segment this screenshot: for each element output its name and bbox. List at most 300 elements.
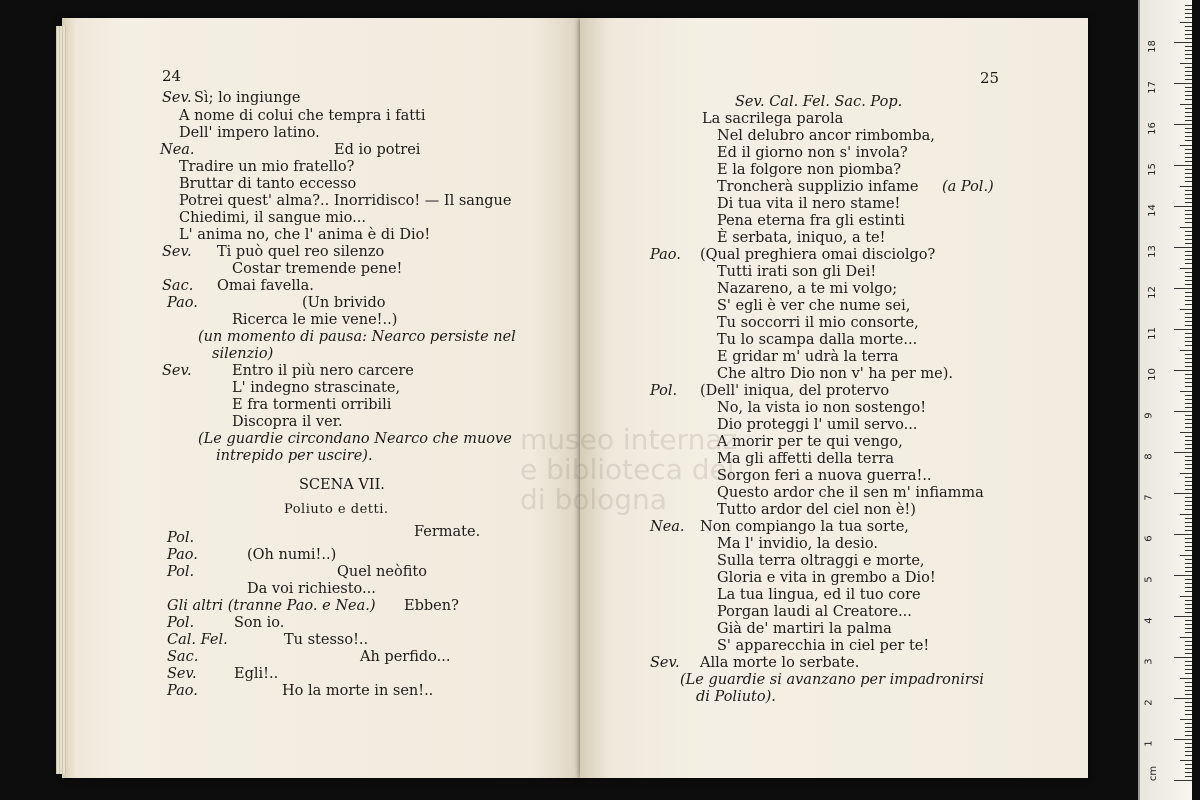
ruler-tick [1185, 296, 1192, 297]
ruler-tick [1185, 436, 1192, 437]
ruler-tick [1185, 772, 1192, 773]
ruler-tick [1180, 760, 1192, 761]
ruler-tick [1185, 464, 1192, 465]
speaker-label: Sev. [650, 655, 680, 671]
ruler-tick [1185, 620, 1192, 621]
ruler-number: 12 [1146, 286, 1158, 299]
ruler-tick [1185, 235, 1192, 236]
ruler-tick [1185, 333, 1192, 334]
ruler-tick [1185, 764, 1192, 765]
ruler-tick [1185, 743, 1192, 744]
speaker-label: Nea. [650, 519, 685, 535]
verse-line: Pena eterna fra gli estinti [717, 213, 905, 229]
verse-line: Troncherà supplizio infame [717, 179, 919, 195]
ruler-number: 9 [1143, 412, 1155, 419]
ruler-tick [1185, 140, 1192, 141]
ruler-tick [1174, 83, 1192, 84]
ruler-tick [1185, 38, 1192, 39]
ruler-tick [1180, 104, 1192, 105]
ruler-tick [1174, 739, 1192, 740]
ruler-tick [1185, 341, 1192, 342]
ruler-tick [1185, 198, 1192, 199]
ruler-tick [1185, 563, 1192, 564]
ruler-tick [1185, 50, 1192, 51]
verse-line: Nel delubro ancor rimbomba, [717, 128, 935, 144]
ruler-tick [1185, 358, 1192, 359]
ruler-tick [1180, 227, 1192, 228]
ruler-tick [1174, 124, 1192, 125]
ruler-tick [1180, 22, 1192, 23]
ruler-tick [1185, 632, 1192, 633]
ruler-tick [1174, 575, 1192, 576]
ruler-tick [1185, 54, 1192, 55]
ruler-tick [1174, 165, 1192, 166]
verse-line: S' egli è ver che nume sei, [717, 298, 911, 314]
ruler-number: 6 [1143, 535, 1155, 542]
ruler-tick [1185, 366, 1192, 367]
ruler-tick [1185, 177, 1192, 178]
watermark-line: museo internaz [520, 423, 738, 456]
ruler-tick [1185, 259, 1192, 260]
ruler-tick [1185, 149, 1192, 150]
ruler-tick [1185, 579, 1192, 580]
ruler-tick [1185, 591, 1192, 592]
ruler-tick [1185, 153, 1192, 154]
ruler-tick [1185, 132, 1192, 133]
ruler-tick [1174, 780, 1192, 781]
ruler-tick [1185, 456, 1192, 457]
verse-line: Entro il più nero carcere [232, 363, 414, 379]
ruler-tick [1185, 624, 1192, 625]
ruler-tick [1185, 202, 1192, 203]
stage-direction: (un momento di pausa: Nearco persiste nel [198, 329, 516, 345]
verse-line: Che altro Dio non v' ha per me). [717, 366, 954, 382]
ruler-tick [1185, 292, 1192, 293]
verse-line: Costar tremende pene! [232, 261, 403, 277]
ruler-tick [1185, 378, 1192, 379]
verse-line: Sulla terra oltraggi e morte, [717, 553, 925, 569]
verse-line: Sì; lo ingiunge [194, 90, 301, 106]
ruler-tick [1185, 755, 1192, 756]
verse-line: (Qual preghiera omai disciolgo? [700, 247, 936, 263]
ruler-tick [1185, 173, 1192, 174]
stage-direction: (Le guardie si avanzano per impadronirsi [680, 672, 984, 688]
speaker-label: Sev. [167, 666, 197, 682]
ruler-tick [1174, 411, 1192, 412]
verse-line: Son io. [234, 615, 285, 631]
ruler-tick [1185, 325, 1192, 326]
verse-line: Ebben? [404, 598, 459, 614]
ruler-tick [1185, 694, 1192, 695]
ruler-tick [1185, 112, 1192, 113]
ruler-tick [1180, 186, 1192, 187]
ruler-tick [1185, 415, 1192, 416]
ruler-tick [1174, 616, 1192, 617]
stage-direction: intrepido per uscire). [216, 448, 373, 464]
ruler-number: 15 [1146, 163, 1158, 176]
verse-line: A morir per te qui vengo, [717, 434, 903, 450]
ruler-tick [1185, 284, 1192, 285]
ruler-tick [1180, 391, 1192, 392]
verse-line: Tu stesso!.. [284, 632, 369, 648]
ruler-tick [1185, 723, 1192, 724]
verse-line: No, la vista io non sostengo! [717, 400, 927, 416]
ruler-tick [1185, 645, 1192, 646]
verse-line: Dio proteggi l' umil servo... [717, 417, 918, 433]
speaker-label: Pol. [650, 383, 678, 399]
speaker-label: Pol. [167, 564, 195, 580]
ruler-tick [1174, 493, 1192, 494]
speaker-label: Sac. [162, 278, 194, 294]
verse-line: (Un brivido [302, 295, 386, 311]
chorus-heading: Sev. Cal. Fel. Sac. Pop. [735, 94, 903, 110]
ruler-tick [1185, 481, 1192, 482]
ruler-tick [1185, 407, 1192, 408]
ruler-tick [1185, 239, 1192, 240]
ruler-tick [1185, 67, 1192, 68]
ruler-tick [1185, 661, 1192, 662]
verse-line: Tradire un mio fratello? [179, 159, 355, 175]
ruler-tick [1180, 596, 1192, 597]
stage-aside: (a Pol.) [942, 179, 994, 195]
verse-line: Tutto ardor del ciel non è!) [717, 502, 916, 518]
ruler-tick [1185, 714, 1192, 715]
ruler-tick [1185, 427, 1192, 428]
ruler-tick [1174, 657, 1192, 658]
ruler-tick [1185, 374, 1192, 375]
ruler-tick [1185, 751, 1192, 752]
verse-line: S' apparecchia in ciel per te! [717, 638, 930, 654]
ruler-tick [1180, 63, 1192, 64]
ruler-tick [1185, 91, 1192, 92]
ruler-tick [1185, 17, 1192, 18]
speaker-label: Pao. [167, 683, 198, 699]
ruler-tick [1185, 276, 1192, 277]
ruler-tick [1185, 448, 1192, 449]
ruler-tick [1185, 423, 1192, 424]
ruler-number: 16 [1146, 122, 1158, 135]
verse-line: Fermate. [414, 524, 481, 540]
ruler-tick [1185, 128, 1192, 129]
ruler-tick [1185, 702, 1192, 703]
ruler-tick [1185, 251, 1192, 252]
speaker-label: Sac. [167, 649, 199, 665]
ruler-tick [1180, 145, 1192, 146]
ruler-number: 13 [1146, 245, 1158, 258]
ruler-tick [1185, 444, 1192, 445]
left-page-number: 24 [162, 67, 182, 85]
ruler-tick [1180, 637, 1192, 638]
ruler-tick [1185, 440, 1192, 441]
verse-line: La sacrilega parola [702, 111, 844, 127]
ruler-tick [1185, 485, 1192, 486]
ruler-tick [1185, 641, 1192, 642]
verse-line: Gloria e vita in grembo a Dio! [717, 570, 936, 586]
ruler-tick [1180, 350, 1192, 351]
ruler-number: 14 [1146, 204, 1158, 217]
verse-line: Nazareno, a te mi volgo; [717, 281, 898, 297]
ruler-tick [1185, 509, 1192, 510]
ruler-tick [1185, 690, 1192, 691]
ruler-tick [1185, 354, 1192, 355]
verse-line: Ti può quel reo silenzo [217, 244, 385, 260]
watermark-line: di bologna [520, 483, 667, 516]
verse-line: Tutti irati son gli Dei! [717, 264, 877, 280]
ruler-tick [1185, 559, 1192, 560]
ruler-tick [1174, 698, 1192, 699]
ruler-tick [1185, 403, 1192, 404]
verse-line: La tua lingua, ed il tuo core [717, 587, 921, 603]
ruler-number: 7 [1143, 494, 1155, 501]
ruler-tick [1185, 682, 1192, 683]
ruler-tick [1185, 567, 1192, 568]
ruler-tick [1185, 136, 1192, 137]
page-edges [56, 26, 66, 774]
ruler-tick [1185, 460, 1192, 461]
verse-line: Chiedimi, il sangue mio... [179, 210, 366, 226]
ruler-tick [1185, 587, 1192, 588]
ruler-tick [1185, 263, 1192, 264]
verse-line: Quel neòfito [337, 564, 427, 580]
ruler-tick [1180, 555, 1192, 556]
ruler-tick [1185, 304, 1192, 305]
ruler-tick [1180, 432, 1192, 433]
ruler-tick [1185, 686, 1192, 687]
ruler-tick [1180, 268, 1192, 269]
ruler-tick [1185, 75, 1192, 76]
ruler-tick [1185, 669, 1192, 670]
ruler-tick [1185, 362, 1192, 363]
verse-line: E gridar m' udrà la terra [717, 349, 899, 365]
ruler-tick [1185, 13, 1192, 14]
ruler-tick [1185, 710, 1192, 711]
ruler-tick [1185, 95, 1192, 96]
verse-line: Ma gli affetti della terra [717, 451, 895, 467]
speaker-label: Pol. [167, 530, 195, 546]
verse-line: Non compiango la tua sorte, [700, 519, 909, 535]
ruler-tick [1185, 489, 1192, 490]
speaker-label: Pol. [167, 615, 195, 631]
ruler-tick [1185, 538, 1192, 539]
ruler-tick [1185, 546, 1192, 547]
right-page-number: 25 [980, 69, 1000, 87]
ruler-tick [1185, 5, 1192, 6]
ruler-number: 17 [1146, 81, 1158, 94]
ruler-tick [1185, 181, 1192, 182]
ruler-tick [1185, 26, 1192, 27]
ruler-tick [1185, 214, 1192, 215]
verse-line: Già de' martiri la palma [717, 621, 892, 637]
ruler-tick [1185, 161, 1192, 162]
verse-line: Porgan laudi al Creatore... [717, 604, 912, 620]
ruler-tick [1185, 337, 1192, 338]
ruler-tick [1185, 34, 1192, 35]
verse-line: Discopra il ver. [232, 414, 343, 430]
ruler-tick [1185, 665, 1192, 666]
ruler-tick [1185, 300, 1192, 301]
verse-line: Sorgon feri a nuova guerra!.. [717, 468, 932, 484]
ruler-tick [1185, 497, 1192, 498]
verse-line: Egli!.. [234, 666, 279, 682]
verse-line: E la folgore non piomba? [717, 162, 902, 178]
right-page [580, 18, 1088, 778]
ruler-tick [1185, 30, 1192, 31]
ruler-tick [1185, 735, 1192, 736]
ruler-tick [1185, 776, 1192, 777]
ruler-number: 3 [1143, 658, 1155, 665]
speaker-label: Cal. Fel. [167, 632, 228, 648]
ruler-tick [1185, 321, 1192, 322]
ruler-tick [1185, 550, 1192, 551]
speaker-label: Sev. [162, 363, 192, 379]
ruler-tick [1185, 169, 1192, 170]
ruler-tick [1185, 468, 1192, 469]
stage-direction: di Poliuto). [696, 689, 776, 705]
speaker-label: Pao. [167, 295, 198, 311]
measuring-ruler [1138, 0, 1192, 800]
ruler-tick [1185, 382, 1192, 383]
verse-line: Ed io potrei [334, 142, 421, 158]
ruler-tick [1185, 747, 1192, 748]
ruler-tick [1185, 317, 1192, 318]
verse-line: Omai favella. [217, 278, 314, 294]
verse-line: E fra tormenti orribili [232, 397, 392, 413]
ruler-tick [1180, 309, 1192, 310]
verse-line: Potrei quest' alma?.. Inorridisco! — Il sangue [179, 193, 512, 209]
ruler-tick [1185, 231, 1192, 232]
verse-line: Questo ardor che il sen m' infiamma [717, 485, 984, 501]
speaker-label: Gli altri (tranne Pao. e Nea.) [167, 598, 376, 614]
watermark-line: e biblioteca del [520, 453, 735, 486]
verse-line: Ho la morte in sen!.. [282, 683, 434, 699]
verse-line: A nome di colui che tempra i fatti [179, 108, 426, 124]
scene-title: SCENA VII. [299, 477, 385, 493]
ruler-tick [1185, 194, 1192, 195]
ruler-tick [1180, 719, 1192, 720]
ruler-tick [1185, 604, 1192, 605]
open-book [62, 18, 1092, 780]
ruler-tick [1185, 522, 1192, 523]
ruler-unit: cm [1148, 765, 1160, 782]
ruler-tick [1185, 501, 1192, 502]
ruler-number: 4 [1143, 617, 1155, 624]
ruler-tick [1185, 345, 1192, 346]
ruler-tick [1185, 218, 1192, 219]
ruler-tick [1185, 395, 1192, 396]
ruler-tick [1185, 477, 1192, 478]
ruler-tick [1185, 649, 1192, 650]
ruler-tick [1185, 79, 1192, 80]
ruler-number: 11 [1146, 327, 1158, 340]
ruler-tick [1185, 255, 1192, 256]
verse-line: Ed il giorno non s' invola? [717, 145, 908, 161]
ruler-tick [1174, 534, 1192, 535]
ruler-tick [1185, 673, 1192, 674]
ruler-tick [1185, 108, 1192, 109]
speaker-label: Pao. [167, 547, 198, 563]
verse-line: Tu lo scampa dalla morte... [717, 332, 918, 348]
ruler-tick [1174, 206, 1192, 207]
ruler-tick [1185, 99, 1192, 100]
verse-line: Tu soccorri il mio consorte, [717, 315, 919, 331]
ruler-tick [1185, 280, 1192, 281]
ruler-tick [1174, 42, 1192, 43]
ruler-tick [1185, 222, 1192, 223]
left-page [62, 18, 580, 778]
speaker-label: Pao. [650, 247, 681, 263]
scene-subtitle: Poliuto e detti. [284, 502, 389, 517]
ruler-tick [1185, 505, 1192, 506]
museum-watermark [520, 425, 737, 515]
verse-line: Di tua vita il nero stame! [717, 196, 901, 212]
ruler-tick [1180, 514, 1192, 515]
verse-line: L' indegno strascinate, [232, 380, 401, 396]
verse-line: (Oh numi!..) [247, 547, 337, 563]
verse-line: Ah perfido... [360, 649, 451, 665]
ruler-number: 2 [1143, 699, 1155, 706]
ruler-number: 1 [1143, 740, 1155, 747]
ruler-tick [1185, 727, 1192, 728]
ruler-tick [1185, 653, 1192, 654]
verse-line: Alla morte lo serbate. [700, 655, 860, 671]
ruler-tick [1185, 526, 1192, 527]
ruler-tick [1185, 9, 1192, 10]
verse-line: Da voi richiesto... [247, 581, 376, 597]
ruler-tick [1185, 210, 1192, 211]
ruler-tick [1185, 419, 1192, 420]
ruler-tick [1174, 452, 1192, 453]
ruler-tick [1174, 329, 1192, 330]
stage-direction: silenzio) [212, 346, 274, 362]
ruler-number: 8 [1143, 453, 1155, 460]
ruler-tick [1180, 678, 1192, 679]
ruler-tick [1185, 768, 1192, 769]
ruler-tick [1185, 116, 1192, 117]
speaker-label: Nea. [160, 142, 195, 158]
ruler-number: 5 [1143, 576, 1155, 583]
ruler-tick [1185, 612, 1192, 613]
ruler-tick [1185, 571, 1192, 572]
ruler-tick [1185, 46, 1192, 47]
ruler-tick [1185, 583, 1192, 584]
ruler-tick [1185, 313, 1192, 314]
ruler-tick [1185, 542, 1192, 543]
ruler-tick [1185, 530, 1192, 531]
ruler-tick [1174, 247, 1192, 248]
verse-line: (Dell' iniqua, del protervo [700, 383, 890, 399]
ruler-tick [1185, 190, 1192, 191]
speaker-label: Sev. [162, 90, 192, 106]
ruler-number: 10 [1146, 368, 1158, 381]
ruler-tick [1185, 600, 1192, 601]
ruler-tick [1185, 87, 1192, 88]
ruler-tick [1185, 272, 1192, 273]
ruler-tick [1174, 288, 1192, 289]
ruler-tick [1185, 243, 1192, 244]
verse-line: Ma l' invidio, la desio. [717, 536, 878, 552]
ruler-tick [1185, 157, 1192, 158]
ruler-tick [1174, 370, 1192, 371]
ruler-tick [1185, 608, 1192, 609]
ruler-tick [1185, 71, 1192, 72]
ruler-number: 18 [1146, 40, 1158, 53]
ruler-tick [1185, 706, 1192, 707]
ruler-tick [1185, 399, 1192, 400]
speaker-label: Sev. [162, 244, 192, 260]
verse-line: L' anima no, che l' anima è di Dio! [179, 227, 431, 243]
verse-line: È serbata, iniquo, a te! [717, 230, 886, 246]
stage-direction: (Le guardie circondano Nearco che muove [198, 431, 512, 447]
